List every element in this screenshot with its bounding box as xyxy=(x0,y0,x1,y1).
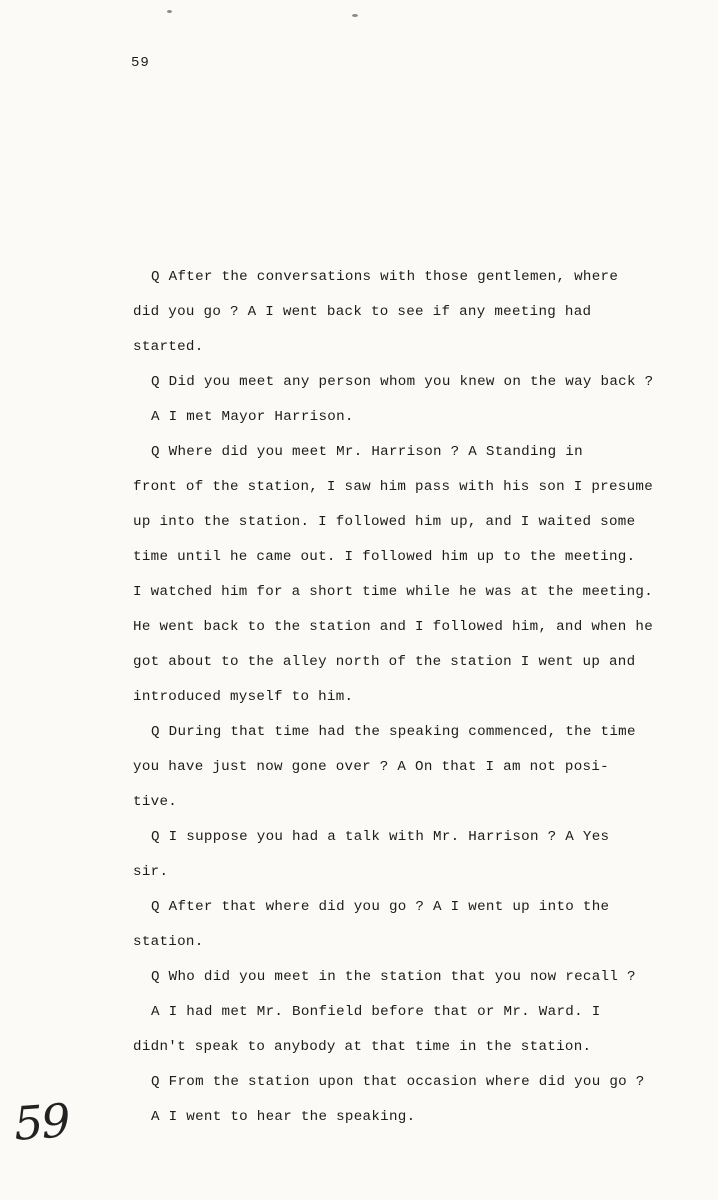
scan-speck xyxy=(167,10,172,13)
transcript-line: Q Where did you meet Mr. Harrison ? A Standing in xyxy=(151,444,583,460)
transcript-line: Q After the conversations with those gentlemen, where xyxy=(151,269,619,285)
transcript-line: A I had met Mr. Bonfield before that or Mr. Ward. I xyxy=(151,1004,601,1020)
transcript-body xyxy=(133,260,693,1135)
transcript-line: He went back to the station and I followed him, and when he xyxy=(133,619,654,635)
handwritten-page-number: 59 xyxy=(12,1093,71,1151)
transcript-line: time until he came out. I followed him up to the meeting. xyxy=(133,549,636,565)
transcript-line: Q Did you meet any person whom you knew on the way back ? xyxy=(151,374,654,390)
transcript-line: station. xyxy=(133,934,204,950)
transcript-line: you have just now gone over ? A On that I am not posi- xyxy=(133,759,609,775)
transcript-line: Q Who did you meet in the station that you now recall ? xyxy=(151,969,636,985)
transcript-line: Q From the station upon that occasion where did you go ? xyxy=(151,1074,645,1090)
transcript-line: did you go ? A I went back to see if any meeting had xyxy=(133,304,592,320)
transcript-line: introduced myself to him. xyxy=(133,689,354,705)
transcript-line: sir. xyxy=(133,864,169,880)
transcript-line: A I met Mayor Harrison. xyxy=(151,409,354,425)
transcript-line: got about to the alley north of the station I went up and xyxy=(133,654,636,670)
scan-speck xyxy=(352,14,358,17)
transcript-line: Q I suppose you had a talk with Mr. Harrison ? A Yes xyxy=(151,829,610,845)
transcript-line: A I went to hear the speaking. xyxy=(151,1109,416,1125)
transcript-line: up into the station. I followed him up, and I waited some xyxy=(133,514,636,530)
transcript-line: tive. xyxy=(133,794,178,810)
transcript-line: started. xyxy=(133,339,204,355)
transcript-line: Q During that time had the speaking commenced, the time xyxy=(151,724,636,740)
transcript-line: I watched him for a short time while he was at the meeting. xyxy=(133,584,654,600)
page-number: 59 xyxy=(131,55,150,71)
transcript-line: front of the station, I saw him pass with his son I presume xyxy=(133,479,654,495)
transcript-line: didn't speak to anybody at that time in the station. xyxy=(133,1039,592,1055)
transcript-line: Q After that where did you go ? A I went up into the xyxy=(151,899,610,915)
